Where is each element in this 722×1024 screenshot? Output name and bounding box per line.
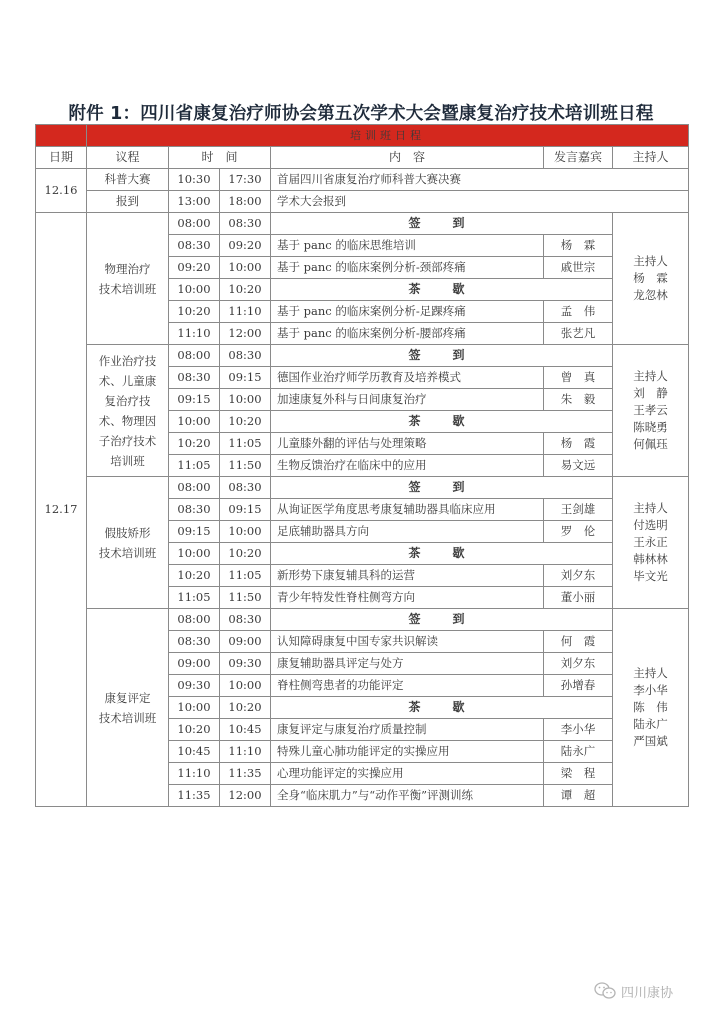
break-label: 茶 歇 [271,279,613,301]
content-cell: 基于 panc 的临床案例分析-颈部疼痛 [271,257,544,279]
host-cell: 主持人 李小华 陈 伟 陆永广 严国斌 [613,609,689,807]
end-time: 10:20 [220,543,271,565]
date-cell: 12.17 [36,213,87,807]
end-time: 11:10 [220,741,271,763]
content-cell: 首届四川省康复治疗师科普大赛决赛 [271,169,689,191]
end-time: 12:00 [220,785,271,807]
end-time: 10:45 [220,719,271,741]
content-cell: 足底辅助器具方向 [271,521,544,543]
speaker-cell: 谭 超 [544,785,613,807]
speaker-cell: 刘夕东 [544,565,613,587]
session-name: 康复评定 技术培训班 [87,609,169,807]
date-cell: 12.16 [36,169,87,213]
end-time: 11:05 [220,565,271,587]
content-cell: 青少年特发性脊柱侧弯方向 [271,587,544,609]
end-time: 11:10 [220,301,271,323]
watermark-text: 四川康协 [621,985,674,1001]
break-label: 签 到 [271,477,613,499]
start-time: 08:00 [169,345,220,367]
break-label: 签 到 [271,213,613,235]
host-cell: 主持人 杨 霖 龙忽林 [613,213,689,345]
start-time: 08:30 [169,631,220,653]
content-cell: 生物反馈治疗在临床中的应用 [271,455,544,477]
start-time: 10:45 [169,741,220,763]
end-time: 09:15 [220,367,271,389]
header-date: 日期 [36,147,87,169]
page-title: 附件 1：四川省康复治疗师协会第五次学术大会暨康复治疗技术培训班日程 [68,104,654,124]
start-time: 09:20 [169,257,220,279]
speaker-cell: 李小华 [544,719,613,741]
content-cell: 脊柱侧弯患者的功能评定 [271,675,544,697]
start-time: 11:35 [169,785,220,807]
speaker-cell: 易文远 [544,455,613,477]
start-time: 10:00 [169,411,220,433]
header-host: 主持人 [613,147,689,169]
start-time: 11:05 [169,587,220,609]
end-time: 12:00 [220,323,271,345]
speaker-cell: 孙增春 [544,675,613,697]
header-time: 时 间 [169,147,271,169]
break-label: 签 到 [271,609,613,631]
start-time: 10:20 [169,565,220,587]
host-cell: 主持人 付选明 王永正 韩林林 毕文光 [613,477,689,609]
end-time: 11:05 [220,433,271,455]
end-time: 10:20 [220,697,271,719]
end-time: 11:35 [220,763,271,785]
end-time: 10:00 [220,389,271,411]
content-cell: 加速康复外科与日间康复治疗 [271,389,544,411]
end-time: 10:00 [220,675,271,697]
content-cell: 德国作业治疗师学历教育及培养模式 [271,367,544,389]
break-row [36,213,689,235]
end-time: 09:30 [220,653,271,675]
content-cell: 基于 panc 的临床案例分析-足踝疼痛 [271,301,544,323]
start-time: 13:00 [169,191,220,213]
speaker-cell: 曾 真 [544,367,613,389]
end-time: 08:30 [220,477,271,499]
start-time: 10:20 [169,301,220,323]
speaker-cell: 陆永广 [544,741,613,763]
session-name: 假肢矫形 技术培训班 [87,477,169,609]
start-time: 11:10 [169,763,220,785]
content-cell: 康复辅助器具评定与处方 [271,653,544,675]
start-time: 10:00 [169,697,220,719]
column-headers [36,147,689,169]
start-time: 11:05 [169,455,220,477]
start-time: 08:30 [169,367,220,389]
header-agenda: 议程 [87,147,169,169]
watermark [593,981,673,1001]
content-cell: 康复评定与康复治疗质量控制 [271,719,544,741]
content-cell: 心理功能评定的实操应用 [271,763,544,785]
content-cell: 基于 panc 的临床思维培训 [271,235,544,257]
start-time: 11:10 [169,323,220,345]
speaker-cell: 王剑雄 [544,499,613,521]
wechat-icon [593,981,617,1001]
header-content: 内 容 [271,147,544,169]
host-cell: 主持人 刘 静 王孝云 陈晓勇 何佩珏 [613,345,689,477]
end-time: 08:30 [220,609,271,631]
end-time: 11:50 [220,587,271,609]
start-time: 10:20 [169,433,220,455]
content-cell: 特殊儿童心肺功能评定的实操应用 [271,741,544,763]
content-cell: 全身“临床肌力”与“动作平衡”评测训练 [271,785,544,807]
speaker-cell: 董小丽 [544,587,613,609]
break-row [36,609,689,631]
schedule-table [35,124,689,807]
speaker-cell: 朱 毅 [544,389,613,411]
speaker-cell: 戚世宗 [544,257,613,279]
end-time: 08:30 [220,345,271,367]
break-row [36,477,689,499]
start-time: 08:00 [169,477,220,499]
end-time: 18:00 [220,191,271,213]
end-time: 17:30 [220,169,271,191]
start-time: 08:30 [169,499,220,521]
content-cell: 新形势下康复辅具科的运营 [271,565,544,587]
speaker-cell: 罗 伦 [544,521,613,543]
start-time: 10:00 [169,543,220,565]
session-name: 作业治疗技 术、儿童康 复治疗技 术、物理因 子治疗技术 培训班 [87,345,169,477]
start-time: 10:20 [169,719,220,741]
table-row [36,191,689,213]
band-label: 培训班日程 [87,125,689,147]
table-row [36,169,689,191]
end-time: 10:00 [220,257,271,279]
start-time: 09:15 [169,521,220,543]
speaker-cell: 杨 霖 [544,235,613,257]
end-time: 10:20 [220,411,271,433]
end-time: 09:00 [220,631,271,653]
end-time: 10:00 [220,521,271,543]
end-time: 11:50 [220,455,271,477]
break-label: 茶 歇 [271,697,613,719]
speaker-cell: 何 霞 [544,631,613,653]
band-left [36,125,87,147]
agenda-cell: 科普大赛 [87,169,169,191]
end-time: 09:20 [220,235,271,257]
start-time: 08:30 [169,235,220,257]
agenda-cell: 报到 [87,191,169,213]
header-speaker: 发言嘉宾 [544,147,613,169]
end-time: 09:15 [220,499,271,521]
content-cell: 认知障碍康复中国专家共识解读 [271,631,544,653]
end-time: 10:20 [220,279,271,301]
speaker-cell: 孟 伟 [544,301,613,323]
content-cell: 儿童膝外翻的评估与处理策略 [271,433,544,455]
break-row [36,345,689,367]
start-time: 09:00 [169,653,220,675]
content-cell: 学术大会报到 [271,191,689,213]
content-cell: 基于 panc 的临床案例分析-腰部疼痛 [271,323,544,345]
speaker-cell: 刘夕东 [544,653,613,675]
start-time: 08:00 [169,609,220,631]
start-time: 09:30 [169,675,220,697]
start-time: 10:00 [169,279,220,301]
speaker-cell: 杨 霞 [544,433,613,455]
start-time: 08:00 [169,213,220,235]
break-label: 茶 歇 [271,543,613,565]
table-band-header [36,125,689,147]
end-time: 08:30 [220,213,271,235]
start-time: 09:15 [169,389,220,411]
content-cell: 从询证医学角度思考康复辅助器具临床应用 [271,499,544,521]
break-label: 签 到 [271,345,613,367]
break-label: 茶 歇 [271,411,613,433]
session-name: 物理治疗 技术培训班 [87,213,169,345]
speaker-cell: 梁 程 [544,763,613,785]
start-time: 10:30 [169,169,220,191]
speaker-cell: 张艺凡 [544,323,613,345]
